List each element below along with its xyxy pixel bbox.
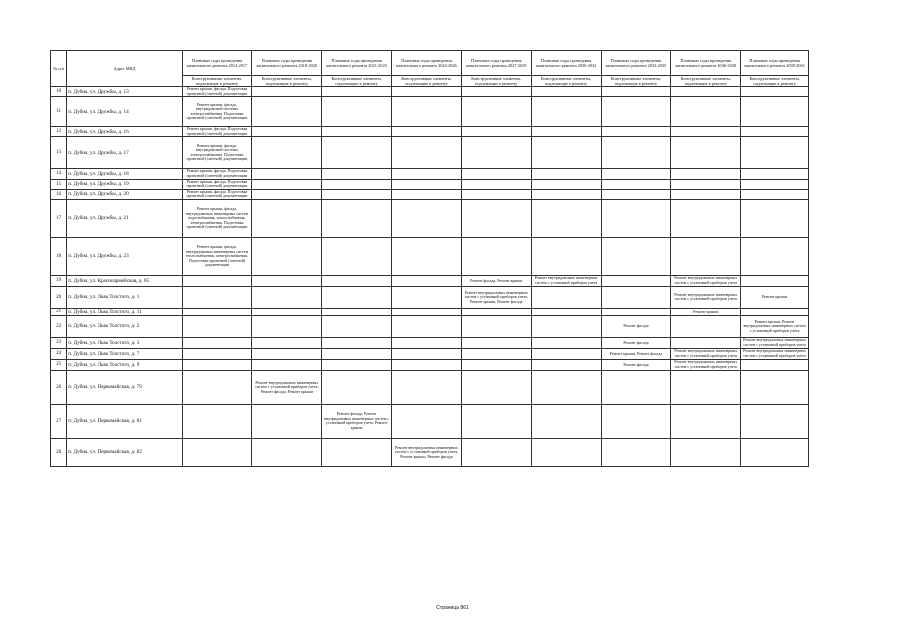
- repair-works-cell: [671, 189, 741, 199]
- repair-works-cell: [531, 359, 601, 370]
- repair-works-cell: [392, 127, 462, 137]
- header-elements: Конструктивные элементы, подлежащие к ремонту: [601, 76, 671, 87]
- table-row: [51, 127, 809, 137]
- repair-works-cell: [392, 404, 462, 438]
- repair-works-cell: [252, 199, 322, 237]
- repair-works-cell: [741, 87, 809, 97]
- row-number: 11: [51, 97, 67, 127]
- repair-works-cell: [671, 370, 741, 404]
- table-row: [51, 189, 809, 199]
- repair-works-cell: Ремонт внутридомовых инженерных систем с установкой приборов учета: [671, 348, 741, 359]
- repair-works-cell: [392, 286, 462, 308]
- repair-works-cell: [741, 179, 809, 189]
- repair-works-cell: [741, 359, 809, 370]
- header-elements: Конструктивные элементы, подлежащие к ремонту: [531, 76, 601, 87]
- row-number: 23: [51, 337, 67, 348]
- row-number: 12: [51, 127, 67, 137]
- repair-works-cell: [601, 404, 671, 438]
- row-number: 14: [51, 169, 67, 179]
- repair-works-cell: Ремонт крыши, фасада, внутридомовых инженерных систем водоснабжения, теплоснабжения, электроснабжения. Подготовка проектной (сметной) документации: [182, 199, 252, 237]
- repair-works-cell: [252, 359, 322, 370]
- repair-works-cell: [601, 237, 671, 275]
- row-address: п. Дубна, ул. Дружбы, д. 23: [67, 237, 182, 275]
- row-number: 13: [51, 137, 67, 169]
- repair-works-cell: [252, 438, 322, 466]
- repair-works-cell: [531, 137, 601, 169]
- row-number: 25: [51, 359, 67, 370]
- row-address: п. Дубна, ул. Дружбы, д. 18: [67, 169, 182, 179]
- repair-works-cell: [461, 137, 531, 169]
- repair-works-cell: [741, 404, 809, 438]
- table-row: [51, 308, 809, 315]
- repair-works-cell: Ремонт крыши, Ремонт фасада: [601, 348, 671, 359]
- table-body: [51, 87, 809, 467]
- repair-works-cell: Ремонт крыши, фасада. Подготовка проектной (сметной) документации: [182, 87, 252, 97]
- repair-works-cell: [322, 359, 392, 370]
- repair-works-cell: [741, 169, 809, 179]
- repair-works-cell: [741, 237, 809, 275]
- repair-works-cell: [601, 169, 671, 179]
- row-number: 21: [51, 308, 67, 315]
- repair-works-cell: [671, 199, 741, 237]
- repair-works-cell: [461, 87, 531, 97]
- repair-works-cell: [252, 315, 322, 337]
- row-number: 28: [51, 438, 67, 466]
- repair-works-cell: [741, 370, 809, 404]
- repair-works-cell: [322, 275, 392, 286]
- repair-works-cell: [741, 127, 809, 137]
- row-number: 18: [51, 237, 67, 275]
- header-elements: Конструктивные элементы, подлежащие к ремонту: [741, 76, 809, 87]
- header-period: Плановые годы проведения капитального ремонта 2014-2017: [182, 51, 252, 76]
- repair-works-cell: Ремонт крыши, Ремонт внутридомовых инженерных систем с установкой приборов учета: [741, 315, 809, 337]
- repair-works-cell: [461, 438, 531, 466]
- repair-works-cell: [392, 275, 462, 286]
- repair-works-cell: [182, 438, 252, 466]
- row-number: 22: [51, 315, 67, 337]
- row-address: п. Дубна, ул. Дружбы, д. 19: [67, 179, 182, 189]
- repair-works-cell: [531, 127, 601, 137]
- repair-works-cell: [601, 370, 671, 404]
- row-number: 26: [51, 370, 67, 404]
- repair-works-cell: [252, 169, 322, 179]
- repair-works-cell: [461, 348, 531, 359]
- repair-works-cell: [531, 237, 601, 275]
- repair-works-cell: Ремонт внутридомовых инженерных систем с установкой приборов учета: [671, 275, 741, 286]
- repair-works-cell: [322, 286, 392, 308]
- repair-works-cell: [392, 237, 462, 275]
- repair-works-cell: [461, 179, 531, 189]
- repair-works-cell: [252, 97, 322, 127]
- repair-works-cell: [392, 189, 462, 199]
- table-row: [51, 237, 809, 275]
- row-number: 15: [51, 179, 67, 189]
- row-address: п. Дубна, ул. Дружбы, д. 17: [67, 137, 182, 169]
- repair-works-cell: Ремонт внутридомовых инженерных систем с установкой приборов учета, Ремонт фасада, Ремонт крыши: [252, 370, 322, 404]
- repair-works-cell: [531, 370, 601, 404]
- repair-works-cell: [461, 404, 531, 438]
- header-address: Адрес МКД: [67, 51, 182, 87]
- table-row: [51, 337, 809, 348]
- repair-works-cell: [601, 189, 671, 199]
- page-number: Страница 861: [436, 605, 469, 611]
- repair-works-cell: [392, 97, 462, 127]
- repair-works-cell: [601, 179, 671, 189]
- repair-works-cell: [531, 199, 601, 237]
- repair-works-cell: [182, 275, 252, 286]
- repair-works-cell: [182, 404, 252, 438]
- row-address: п. Дубна, ул. Красноармейская, д. 85: [67, 275, 182, 286]
- repair-works-cell: [322, 87, 392, 97]
- row-address: п. Дубна, ул. Льва Толстого, д. 7: [67, 348, 182, 359]
- repair-works-cell: Ремонт внутридомовых инженерных систем с установкой приборов учета: [671, 359, 741, 370]
- repair-works-cell: [182, 359, 252, 370]
- repair-works-cell: [461, 370, 531, 404]
- repair-works-cell: [392, 315, 462, 337]
- repair-works-cell: [322, 348, 392, 359]
- repair-works-cell: Ремонт внутридомовых инженерных систем с установкой приборов учета, Ремонт крыши, Ремонт фасада: [461, 286, 531, 308]
- repair-works-cell: [322, 337, 392, 348]
- header-elements: Конструктивные элементы, подлежащие к ремонту: [671, 76, 741, 87]
- row-address: п. Дубна, ул. Льва Толстого, д. 3: [67, 337, 182, 348]
- header-period: Плановые годы проведения капитального ремонта 2027-2029: [461, 51, 531, 76]
- repair-works-cell: [322, 308, 392, 315]
- repair-works-cell: [461, 189, 531, 199]
- repair-works-cell: [322, 179, 392, 189]
- table-row: [51, 87, 809, 97]
- table-row: [51, 169, 809, 179]
- table-row: [51, 359, 809, 370]
- repair-works-cell: [531, 286, 601, 308]
- repair-works-cell: [531, 404, 601, 438]
- repair-works-cell: Ремонт внутридомовых инженерных систем с установкой приборов учета: [741, 337, 809, 348]
- repair-works-cell: [392, 359, 462, 370]
- header-elements: Конструктивные элементы, подлежащие к ремонту: [252, 76, 322, 87]
- repair-works-cell: [601, 97, 671, 127]
- repair-works-cell: [671, 179, 741, 189]
- header-period: Плановые годы проведения капитального ремонта 2030-2032: [531, 51, 601, 76]
- repair-works-cell: [461, 127, 531, 137]
- repair-works-cell: [252, 189, 322, 199]
- row-address: п. Дубна, ул. Дружбы, д. 21: [67, 199, 182, 237]
- repair-works-cell: [741, 275, 809, 286]
- repair-works-cell: [531, 315, 601, 337]
- repair-works-cell: [601, 87, 671, 97]
- row-number: 19: [51, 275, 67, 286]
- table-row: [51, 404, 809, 438]
- header-num: № п/п: [51, 51, 67, 87]
- header-period: Плановые годы проведения капитального ремонта 2036-2038: [671, 51, 741, 76]
- row-number: 27: [51, 404, 67, 438]
- row-address: п. Дубна, ул. Льва Толстого, д. 2: [67, 315, 182, 337]
- header-elements: Конструктивные элементы, подлежащие к ремонту: [392, 76, 462, 87]
- repair-works-cell: [182, 308, 252, 315]
- repair-works-cell: [601, 438, 671, 466]
- repair-works-cell: [182, 315, 252, 337]
- repair-works-cell: [461, 97, 531, 127]
- table-row: [51, 179, 809, 189]
- row-address: п. Дубна, ул. Льва Толстого, д. 1: [67, 286, 182, 308]
- row-number: 10: [51, 87, 67, 97]
- repair-works-cell: [322, 169, 392, 179]
- repair-works-cell: [322, 438, 392, 466]
- repair-works-cell: [741, 308, 809, 315]
- repair-works-cell: Ремонт крыши, фасада. Подготовка проектной (сметной) документации: [182, 127, 252, 137]
- repair-works-cell: [252, 127, 322, 137]
- table-row: [51, 137, 809, 169]
- row-address: п. Дубна, ул. Первомайская, д. 82: [67, 438, 182, 466]
- repair-works-cell: [671, 337, 741, 348]
- header-period: Плановые годы проведения капитального ремонта 2033-2035: [601, 51, 671, 76]
- row-number: 16: [51, 189, 67, 199]
- row-address: п. Дубна, ул. Дружбы, д. 20: [67, 189, 182, 199]
- repair-works-cell: [741, 438, 809, 466]
- repair-works-cell: [671, 87, 741, 97]
- header-period: Плановые годы проведения капитального ремонта 2024-2026: [392, 51, 462, 76]
- row-address: п. Дубна, ул. Дружбы, д. 16: [67, 127, 182, 137]
- repair-works-cell: [601, 286, 671, 308]
- row-address: п. Дубна, ул. Дружбы, д. 14: [67, 97, 182, 127]
- row-address: п. Дубна, ул. Первомайская, д. 79: [67, 370, 182, 404]
- repair-works-cell: [461, 237, 531, 275]
- repair-works-cell: [252, 404, 322, 438]
- repair-works-cell: [461, 337, 531, 348]
- repair-works-cell: Ремонт внутридомовых инженерных систем с установкой приборов учета: [671, 286, 741, 308]
- repair-works-cell: [531, 308, 601, 315]
- repair-works-cell: Ремонт крыши, фасада, внутридомовой системы электроснабжения. Подготовка проектной (сметной) документации: [182, 97, 252, 127]
- table-row: [51, 199, 809, 237]
- repair-works-cell: [252, 286, 322, 308]
- row-number: 17: [51, 199, 67, 237]
- repair-works-cell: [322, 189, 392, 199]
- repair-works-cell: [392, 370, 462, 404]
- repair-works-cell: [461, 308, 531, 315]
- repair-works-cell: [182, 348, 252, 359]
- repair-works-cell: Ремонт крыши, фасада, внутридомовых инженерных систем теплоснабжения, электроснабжения. Подготовка проектной (сметной) документации: [182, 237, 252, 275]
- header-period: Плановые годы проведения капитального ремонта 2021-2023: [322, 51, 392, 76]
- repair-works-cell: [741, 199, 809, 237]
- header-elements: Конструктивные элементы, подлежащие к ремонту: [182, 76, 252, 87]
- repair-works-cell: [182, 337, 252, 348]
- repair-works-cell: [182, 370, 252, 404]
- repair-works-cell: [601, 137, 671, 169]
- repair-works-cell: [392, 348, 462, 359]
- capital-repair-table: [50, 50, 809, 467]
- repair-works-cell: [252, 337, 322, 348]
- repair-works-cell: [671, 97, 741, 127]
- repair-works-cell: [671, 127, 741, 137]
- repair-works-cell: [322, 137, 392, 169]
- repair-works-cell: [392, 199, 462, 237]
- table-row: [51, 348, 809, 359]
- table-row: [51, 370, 809, 404]
- repair-works-cell: [461, 315, 531, 337]
- header-row: [51, 51, 809, 76]
- repair-works-cell: Ремонт крыши: [671, 308, 741, 315]
- repair-works-cell: [322, 97, 392, 127]
- table-row: [51, 438, 809, 466]
- repair-works-cell: Ремонт крыши, фасада, внутридомовой системы электроснабжения. Подготовка проектной (сметной) документации: [182, 137, 252, 169]
- repair-works-cell: [601, 199, 671, 237]
- row-address: п. Дубна, ул. Дружбы, д. 13: [67, 87, 182, 97]
- repair-works-cell: [601, 275, 671, 286]
- repair-works-cell: [252, 275, 322, 286]
- row-number: 24: [51, 348, 67, 359]
- repair-works-cell: [252, 308, 322, 315]
- header-period: Плановые годы проведения капитального ремонта 2018-2020: [252, 51, 322, 76]
- table-row: [51, 275, 809, 286]
- repair-works-cell: [392, 179, 462, 189]
- repair-works-cell: [741, 189, 809, 199]
- repair-works-cell: [531, 169, 601, 179]
- table-row: [51, 315, 809, 337]
- table-row: [51, 286, 809, 308]
- repair-works-cell: [531, 438, 601, 466]
- repair-works-cell: [461, 169, 531, 179]
- repair-works-cell: Ремонт крыши, фасада. Подготовка проектной (сметной) документации: [182, 179, 252, 189]
- repair-works-cell: [461, 199, 531, 237]
- repair-works-cell: Ремонт внутридомовых инженерных систем с установкой приборов учета, Ремонт крыши, Ремонт фасада: [392, 438, 462, 466]
- repair-works-cell: [322, 315, 392, 337]
- repair-works-cell: [671, 404, 741, 438]
- header-period: Плановые годы проведения капитального ремонта 2039-2041: [741, 51, 809, 76]
- repair-works-cell: [392, 337, 462, 348]
- repair-works-cell: [671, 169, 741, 179]
- document-page: [50, 50, 809, 467]
- repair-works-cell: [392, 308, 462, 315]
- repair-works-cell: [531, 189, 601, 199]
- repair-works-cell: [252, 348, 322, 359]
- repair-works-cell: [741, 97, 809, 127]
- repair-works-cell: [182, 286, 252, 308]
- repair-works-cell: [322, 127, 392, 137]
- repair-works-cell: [671, 137, 741, 169]
- repair-works-cell: Ремонт внутридомовых инженерных систем с установкой приборов учета: [741, 348, 809, 359]
- repair-works-cell: Ремонт крыши: [741, 286, 809, 308]
- repair-works-cell: [671, 237, 741, 275]
- repair-works-cell: [741, 137, 809, 169]
- table-row: [51, 97, 809, 127]
- repair-works-cell: [322, 237, 392, 275]
- repair-works-cell: [392, 169, 462, 179]
- repair-works-cell: [252, 87, 322, 97]
- repair-works-cell: [322, 199, 392, 237]
- repair-works-cell: Ремонт крыши, фасада. Подготовка проектной (сметной) документации: [182, 169, 252, 179]
- repair-works-cell: [531, 348, 601, 359]
- repair-works-cell: Ремонт внутридомовых инженерных систем с установкой приборов учета: [531, 275, 601, 286]
- repair-works-cell: [392, 87, 462, 97]
- repair-works-cell: [531, 97, 601, 127]
- repair-works-cell: Ремонт фасада: [601, 359, 671, 370]
- header-elements: Конструктивные элементы, подлежащие к ремонту: [322, 76, 392, 87]
- repair-works-cell: [531, 337, 601, 348]
- repair-works-cell: Ремонт крыши, фасада. Подготовка проектной (сметной) документации: [182, 189, 252, 199]
- repair-works-cell: [252, 237, 322, 275]
- repair-works-cell: [601, 308, 671, 315]
- row-number: 20: [51, 286, 67, 308]
- repair-works-cell: [671, 315, 741, 337]
- row-address: п. Дубна, ул. Льва Толстого, д. 11: [67, 308, 182, 315]
- header-elements: Конструктивные элементы, подлежащие к ремонту: [461, 76, 531, 87]
- row-address: п. Дубна, ул. Первомайская, д. 81: [67, 404, 182, 438]
- repair-works-cell: [531, 87, 601, 97]
- repair-works-cell: [601, 127, 671, 137]
- repair-works-cell: [322, 370, 392, 404]
- repair-works-cell: [252, 179, 322, 189]
- repair-works-cell: Ремонт фасада: [601, 337, 671, 348]
- repair-works-cell: [392, 137, 462, 169]
- repair-works-cell: [671, 438, 741, 466]
- repair-works-cell: [461, 359, 531, 370]
- repair-works-cell: [252, 137, 322, 169]
- repair-works-cell: Ремонт фасада: [601, 315, 671, 337]
- row-address: п. Дубна, ул. Льва Толстого, д. 9: [67, 359, 182, 370]
- repair-works-cell: Ремонт фасада, Ремонт крыши: [461, 275, 531, 286]
- repair-works-cell: Ремонт фасада, Ремонт внутридомовых инженерных систем с установкой приборов учета, Ремонт крыши: [322, 404, 392, 438]
- repair-works-cell: [531, 179, 601, 189]
